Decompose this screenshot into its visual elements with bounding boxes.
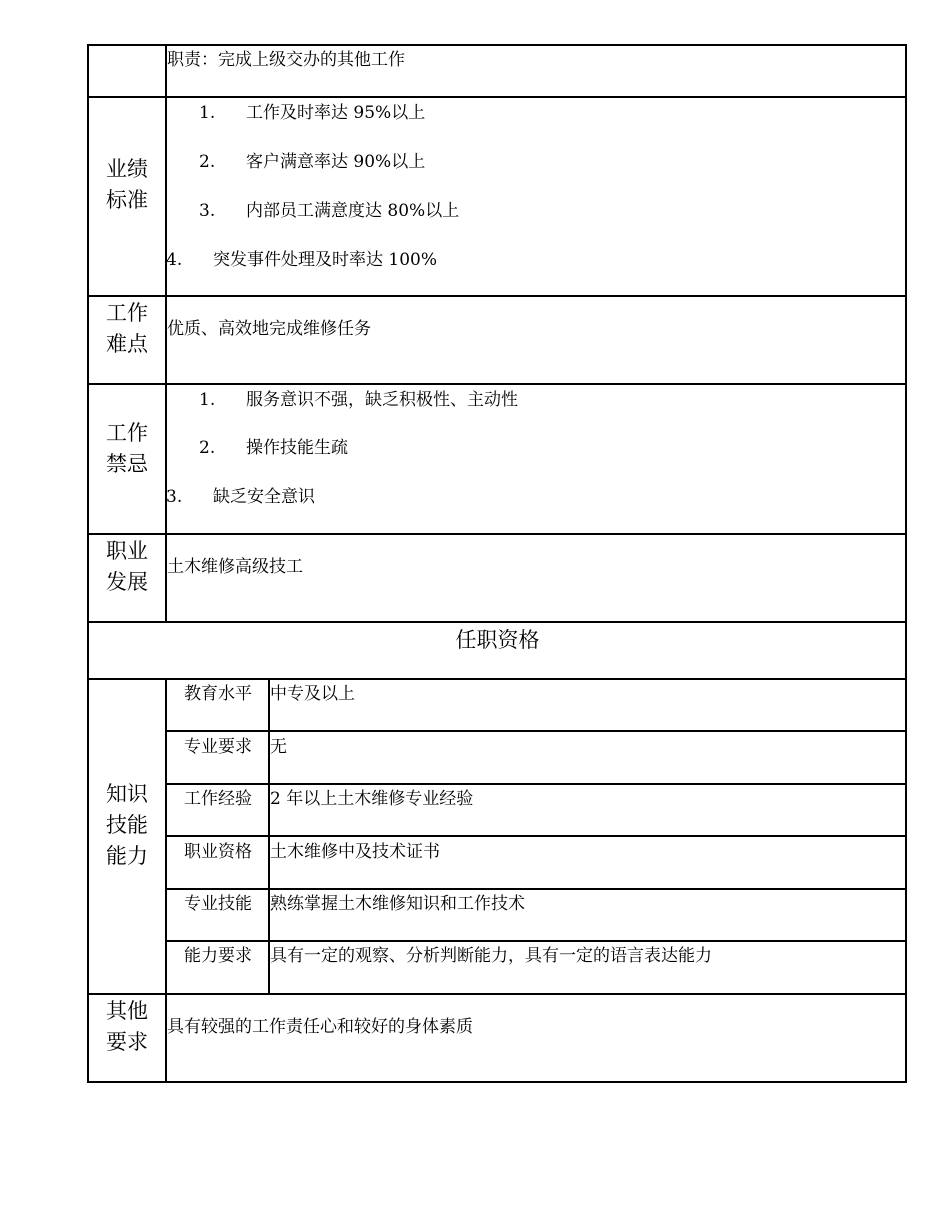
performance-item-1-num: 1. (199, 103, 216, 123)
subrow-divider (166, 888, 907, 890)
taboo-item-1-num: 1. (199, 390, 216, 410)
performance-item-4-num: 4. (166, 250, 183, 270)
knowledge-row-5-label: 专业技能 (184, 894, 252, 914)
row-divider (88, 383, 907, 385)
table-border-bottom (88, 1081, 907, 1083)
row-divider (88, 533, 907, 535)
difficulty-text: 优质、高效地完成维修任务 (167, 319, 371, 339)
career-text: 土木维修高级技工 (167, 557, 303, 577)
taboo-item-2-num: 2. (199, 438, 216, 458)
knowledge-row-1-value: 中专及以上 (270, 684, 355, 704)
performance-item-3-num: 3. (199, 201, 216, 221)
performance-label-line1: 业绩 (106, 157, 148, 181)
subrow-divider (166, 940, 907, 942)
difficulty-label-line1: 工作 (106, 301, 148, 325)
performance-label (89, 154, 165, 216)
knowledge-label-line2: 技能 (106, 813, 148, 837)
qualifications-title: 任职资格 (455, 628, 540, 652)
taboo-label (89, 418, 165, 480)
performance-item-2-text: 客户满意率达 90%以上 (246, 152, 426, 172)
knowledge-row-2-value: 无 (270, 737, 287, 757)
knowledge-row-6-label: 能力要求 (184, 946, 252, 966)
subrow-divider (166, 835, 907, 837)
knowledge-row-4-label: 职业资格 (184, 842, 252, 862)
knowledge-row-6-value: 具有一定的观察、分析判断能力，具有一定的语言表达能力 (270, 946, 712, 966)
other-text: 具有较强的工作责任心和较好的身体素质 (167, 1017, 473, 1037)
taboo-item-3-text: 缺乏安全意识 (213, 487, 315, 507)
performance-label-line2: 标准 (106, 188, 148, 212)
career-label-line1: 职业 (106, 539, 148, 563)
row-divider (88, 96, 907, 98)
table-border-top (88, 44, 907, 46)
knowledge-label (89, 779, 165, 872)
subrow-divider (166, 783, 907, 785)
table-border-right (905, 44, 907, 1083)
row-divider (88, 993, 907, 995)
performance-item-4-text: 突发事件处理及时率达 100% (213, 250, 438, 270)
row-divider (88, 678, 907, 680)
knowledge-row-4-value: 土木维修中及技术证书 (270, 842, 440, 862)
taboo-label-line1: 工作 (106, 421, 148, 445)
row-divider (88, 621, 907, 623)
knowledge-row-2-label: 专业要求 (184, 737, 252, 757)
taboo-item-3-num: 3. (166, 487, 183, 507)
row-divider (88, 295, 907, 297)
other-label-line1: 其他 (106, 999, 148, 1023)
taboo-label-line2: 禁忌 (106, 452, 148, 476)
taboo-item-1-text: 服务意识不强，缺乏积极性、主动性 (246, 390, 518, 410)
knowledge-row-5-value: 熟练掌握土木维修知识和工作技术 (270, 894, 525, 914)
knowledge-label-line1: 知识 (106, 782, 148, 806)
knowledge-row-3-label: 工作经验 (184, 789, 252, 809)
other-label-line2: 要求 (106, 1030, 148, 1054)
performance-item-2-num: 2. (199, 152, 216, 172)
taboo-item-2-text: 操作技能生疏 (246, 438, 348, 458)
knowledge-label-line3: 能力 (106, 844, 148, 868)
performance-item-3-text: 内部员工满意度达 80%以上 (246, 201, 460, 221)
knowledge-row-1-label: 教育水平 (184, 684, 252, 704)
subrow-divider (166, 730, 907, 732)
duty-text: 职责：完成上级交办的其他工作 (167, 50, 405, 70)
knowledge-row-3-value: 2 年以上土木维修专业经验 (270, 789, 474, 809)
difficulty-label (89, 298, 165, 360)
other-label (89, 996, 165, 1058)
difficulty-label-line2: 难点 (106, 332, 148, 356)
career-label-line2: 发展 (106, 570, 148, 594)
career-label (89, 536, 165, 598)
performance-item-1-text: 工作及时率达 95%以上 (246, 103, 426, 123)
